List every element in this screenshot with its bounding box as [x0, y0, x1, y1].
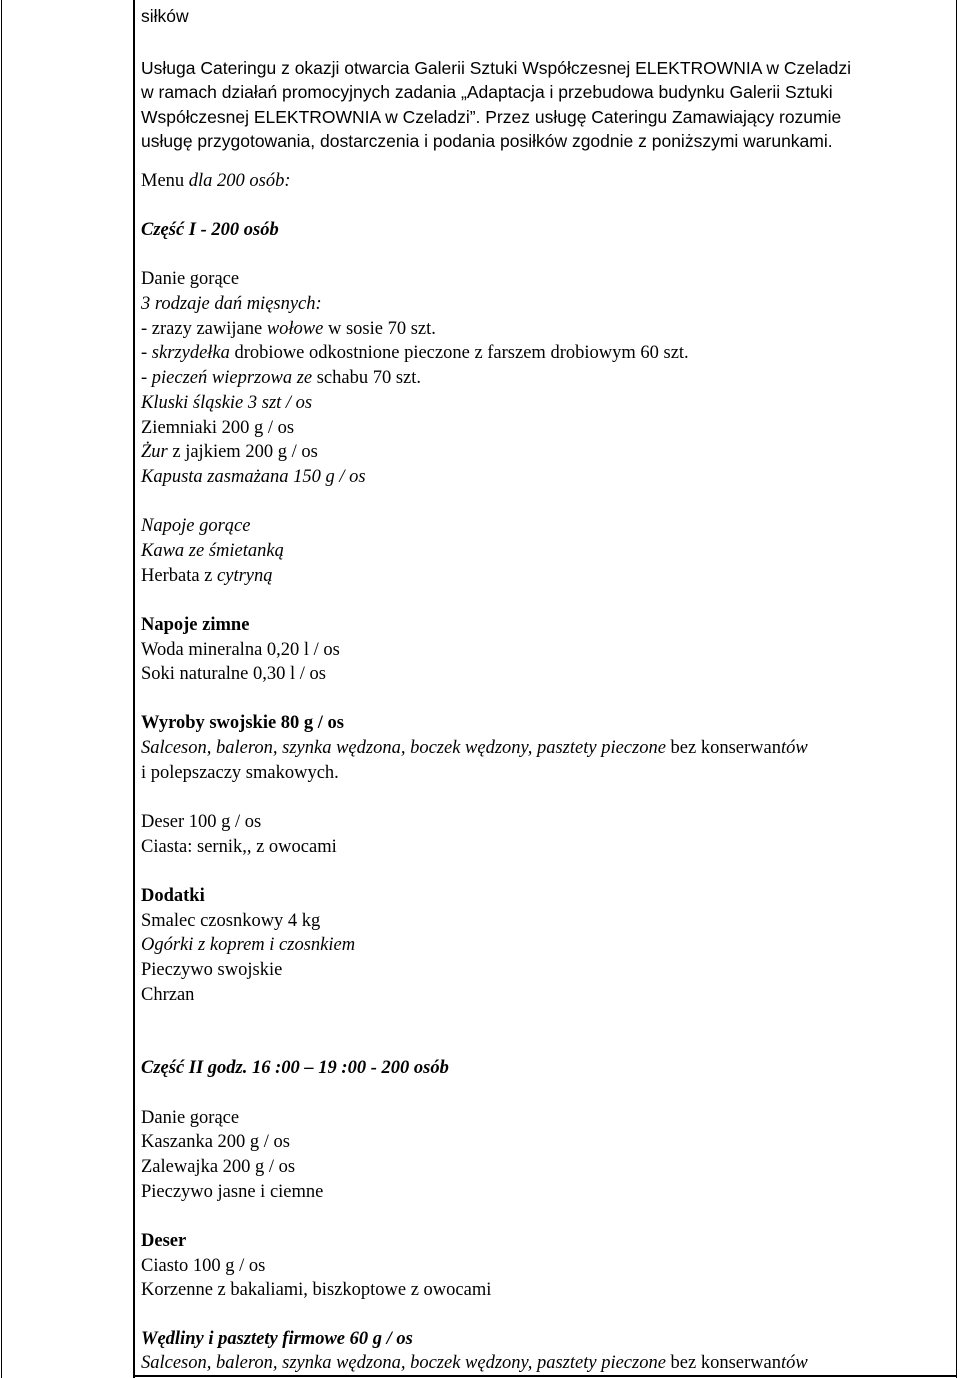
meat-dishes-subheading: 3 rodzaje dań mięsnych:: [141, 294, 322, 314]
hot-dishes-heading: Danie gorące: [141, 1108, 240, 1128]
list-item: Soki naturalne 0,30 l / os: [141, 664, 326, 684]
intro-line: Współczesnej ELEKTROWNIA w Czeladzi”. Przez usługę Cateringu Zamawiający rozumie: [141, 107, 842, 127]
part2-title: Część II godz. 16 :00 – 19 :00 - 200 osób: [141, 1058, 449, 1078]
list-item: Ziemniaki 200 g / os: [141, 418, 295, 438]
list-item: - skrzydełka drobiowe odkostnione pieczone z farszem drobiowym 60 szt.: [141, 343, 689, 363]
meats-heading: Wędliny i pasztety firmowe 60 g / os: [141, 1329, 413, 1349]
list-item: Smalec czosnkowy 4 kg: [141, 911, 321, 931]
local-products-heading: Wyroby swojskie 80 g / os: [141, 713, 345, 733]
list-item: Korzenne z bakaliami, biszkoptowe z owocami: [141, 1280, 492, 1300]
list-item: - zrazy zawijane wołowe w sosie 70 szt.: [141, 319, 436, 339]
list-item: Ciasto 100 g / os: [141, 1256, 266, 1276]
list-item: Ciasta: sernik,, z owocami: [141, 837, 337, 857]
list-item: Kaszanka 200 g / os: [141, 1132, 290, 1152]
cold-drinks-heading: Napoje zimne: [141, 615, 250, 635]
list-item: Herbata z cytryną: [141, 566, 273, 586]
list-item: Salceson, baleron, szynka wędzona, boczek wędzony, pasztety pieczone bez konserwantów: [141, 1353, 808, 1373]
list-item: Ogórki z koprem i czosnkiem: [141, 935, 356, 955]
table-border-left: [1, 0, 2, 1378]
extras-heading: Dodatki: [141, 886, 205, 906]
list-item: Kluski śląskie 3 szt / os: [141, 393, 313, 413]
list-item: Chrzan: [141, 985, 195, 1005]
list-item: Pieczywo swojskie: [141, 960, 283, 980]
list-item: Kapusta zasmażana 150 g / os: [141, 467, 366, 487]
list-item: Zalewajka 200 g / os: [141, 1157, 296, 1177]
text-fragment: siłków: [141, 6, 189, 26]
list-item: Woda mineralna 0,20 l / os: [141, 640, 340, 660]
dessert-heading: Deser 100 g / os: [141, 812, 262, 832]
list-item: Salceson, baleron, szynka wędzona, boczek wędzony, pasztety pieczone bez konserwantów: [141, 738, 808, 758]
intro-line: Usługa Cateringu z okazji otwarcia Galerii Sztuki Współczesnej ELEKTROWNIA w Czeladzi: [141, 58, 851, 78]
list-item: Żur z jajkiem 200 g / os: [141, 442, 318, 462]
hot-drinks-heading: Napoje gorące: [141, 516, 251, 536]
dessert-heading: Deser: [141, 1231, 187, 1251]
table-border-right: [956, 0, 957, 1378]
list-item: - pieczeń wieprzowa ze schabu 70 szt.: [141, 368, 422, 388]
part1-title: Część I - 200 osób: [141, 220, 279, 240]
list-item: Kawa ze śmietanką: [141, 541, 284, 561]
hot-dishes-heading: Danie gorące: [141, 269, 240, 289]
menu-heading: Menu dla 200 osób:: [141, 171, 291, 191]
intro-line: w ramach działań promocyjnych zadania „Adaptacja i przebudowa budynku Galerii Sztuki: [141, 82, 833, 102]
table-border-column: [133, 0, 135, 1378]
intro-line: usługę przygotowania, dostarczenia i podania posiłków zgodnie z poniższymi warunkami.: [141, 131, 833, 151]
list-item: i polepszaczy smakowych.: [141, 763, 339, 783]
list-item: Pieczywo jasne i ciemne: [141, 1182, 324, 1202]
